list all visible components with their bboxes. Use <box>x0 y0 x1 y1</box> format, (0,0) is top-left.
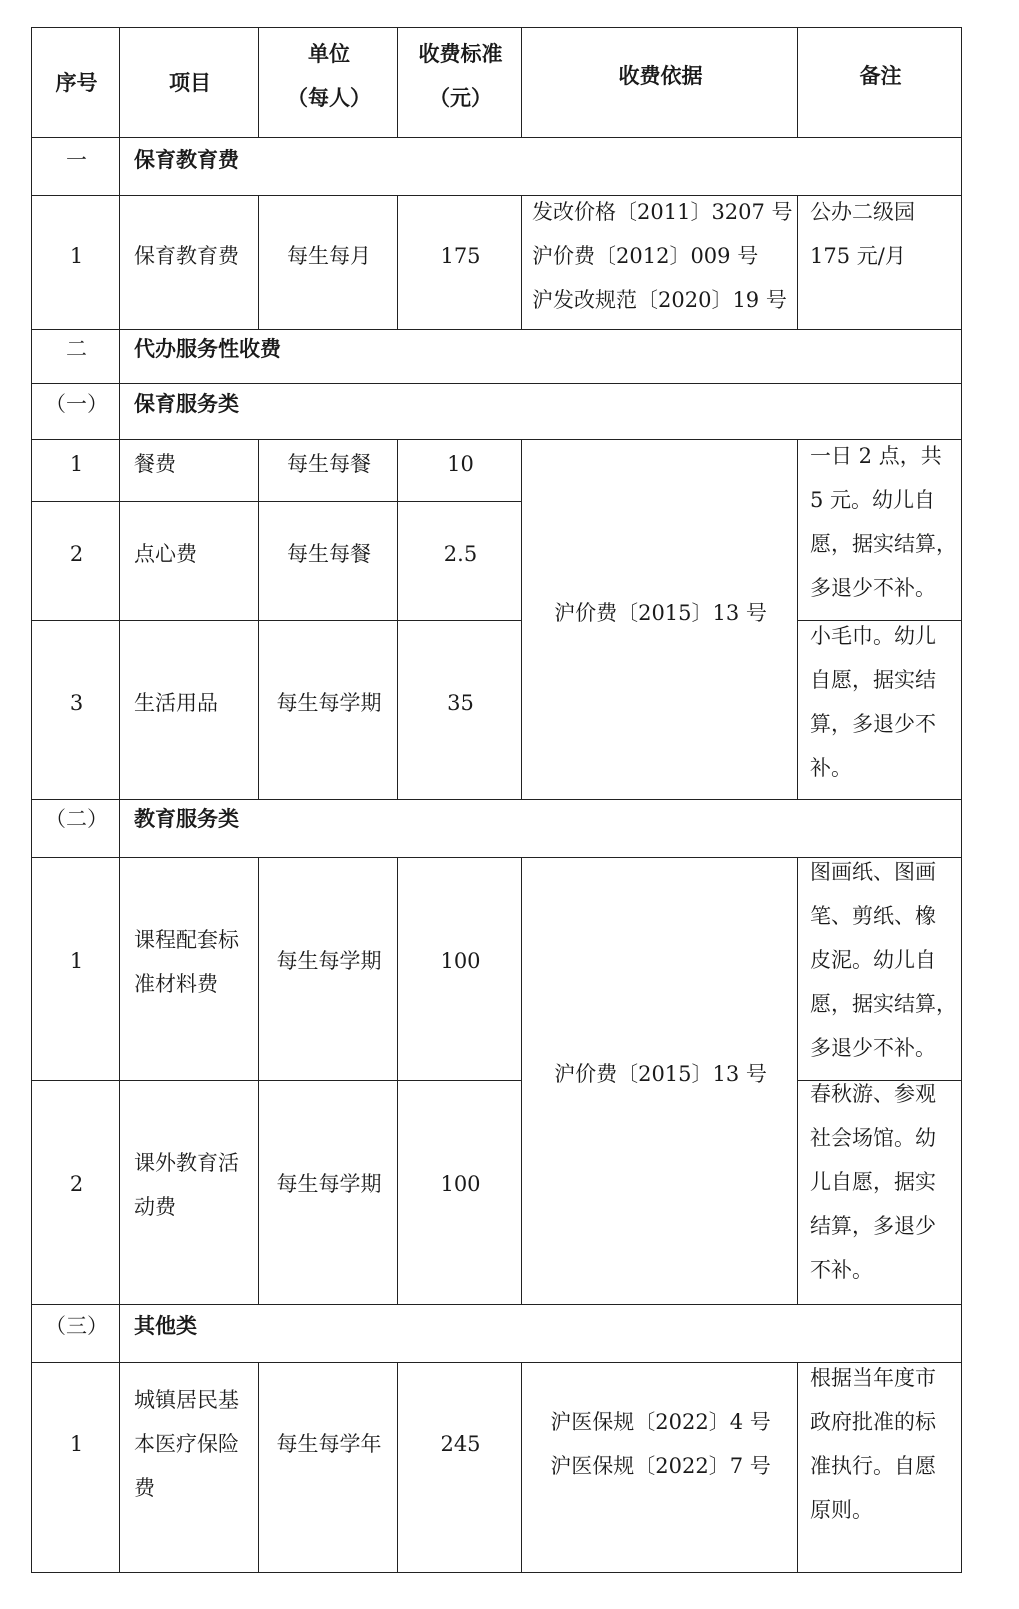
edu-note-a-line5: 多退少不补。 <box>810 1036 936 1060</box>
header-seq: 序号 <box>55 70 98 95</box>
other-row1-fee-cell <box>397 1362 522 1573</box>
header-unit-line2: （每人） <box>287 85 371 110</box>
care-row2-fee: 2.5 <box>443 542 478 566</box>
edu-row1-unit: 每生每学期 <box>276 949 382 973</box>
row1-basis-line3: 沪发改规范〔2020〕19 号 <box>532 288 787 312</box>
edu-row2-item-line1: 课外教育活 <box>134 1151 239 1175</box>
edu-note-a-line1: 图画纸、图画 <box>810 860 936 884</box>
other-row1-item-line1: 城镇居民基 <box>134 1388 239 1412</box>
edu-note-b-line1: 春秋游、参观 <box>810 1082 936 1106</box>
edu-row2-seq: 2 <box>69 1172 84 1196</box>
subsection-3-title-cell <box>119 1304 962 1363</box>
section-2-seq: 二 <box>66 337 87 361</box>
care-row1-fee: 10 <box>447 452 474 476</box>
edu-note-b-line3: 儿自愿，据实 <box>810 1170 936 1194</box>
care-row1-unit: 每生每餐 <box>287 452 371 476</box>
header-fee-line2: （元） <box>429 85 492 110</box>
header-unit-line1: 单位 <box>308 41 350 66</box>
subsection-1-title-cell <box>119 383 962 440</box>
other-row1-seq: 1 <box>69 1432 84 1456</box>
section-1-title-cell <box>119 137 962 196</box>
edu-row1-seq: 1 <box>69 949 84 973</box>
edu-row1-item-line2: 准材料费 <box>134 972 218 996</box>
edu-row2-item-line2: 动费 <box>134 1195 176 1219</box>
section-2-title: 代办服务性收费 <box>134 336 281 361</box>
care-basis: 沪价费〔2015〕13 号 <box>554 601 767 625</box>
care-row2-item: 点心费 <box>134 542 197 566</box>
row1-seq: 1 <box>69 244 84 268</box>
edu-row1-fee: 100 <box>440 949 481 973</box>
edu-row1-item-line1: 课程配套标 <box>134 928 239 952</box>
subsection-2-title: 教育服务类 <box>134 806 239 831</box>
other-row1-note-line2: 政府批准的标 <box>810 1410 936 1434</box>
row1-note-line2: 175 元/月 <box>810 244 906 268</box>
row1-basis-line1: 发改价格〔2011〕3207 号 <box>532 200 793 224</box>
care-note-a-line4: 多退少不补。 <box>810 576 936 600</box>
row1-item: 保育教育费 <box>134 244 239 268</box>
edu-row2-unit: 每生每学期 <box>276 1172 382 1196</box>
care-row2-unit: 每生每餐 <box>287 542 371 566</box>
section-1-title: 保育教育费 <box>134 147 239 172</box>
header-fee-line1: 收费标准 <box>418 41 503 66</box>
row1-fee: 175 <box>440 244 481 268</box>
care-row3-seq: 3 <box>69 691 84 715</box>
row1-note-line1: 公办二级园 <box>810 200 915 224</box>
other-row1-unit: 每生每学年 <box>276 1432 382 1456</box>
care-note-b-line3: 算，多退少不 <box>810 712 936 736</box>
care-note-b-line1: 小毛巾。幼儿 <box>810 624 936 648</box>
care-row3-unit: 每生每学期 <box>276 691 382 715</box>
other-row1-note-line1: 根据当年度市 <box>810 1366 936 1390</box>
care-row2-seq: 2 <box>69 542 84 566</box>
edu-basis: 沪价费〔2015〕13 号 <box>554 1062 767 1086</box>
subsection-2-seq: （二） <box>45 807 108 831</box>
other-row1-item-line2: 本医疗保险 <box>134 1432 239 1456</box>
other-row1-fee: 245 <box>440 1432 481 1456</box>
subsection-3-seq: （三） <box>45 1314 108 1338</box>
care-row1-item: 餐费 <box>134 452 176 476</box>
edu-note-b-line5: 不补。 <box>810 1258 873 1282</box>
edu-note-a-line2: 笔、剪纸、橡 <box>810 904 936 928</box>
header-note: 备注 <box>859 63 902 88</box>
other-row1-item-line3: 费 <box>134 1476 155 1500</box>
edu-note-b-line4: 结算，多退少 <box>810 1214 936 1238</box>
edu-row2-fee: 100 <box>440 1172 481 1196</box>
other-row1-basis-line1: 沪医保规〔2022〕4 号 <box>550 1410 771 1434</box>
subsection-3-title: 其他类 <box>134 1313 197 1338</box>
care-row1-seq: 1 <box>69 452 84 476</box>
header-item: 项目 <box>169 70 211 95</box>
care-row3-fee: 35 <box>447 691 474 715</box>
other-row1-note-line3: 准执行。自愿 <box>810 1454 936 1478</box>
care-row3-item: 生活用品 <box>134 691 218 715</box>
section-1-seq: 一 <box>66 148 87 172</box>
other-row1-basis-line2: 沪医保规〔2022〕7 号 <box>550 1454 771 1478</box>
other-row1-seq-cell <box>31 1362 120 1573</box>
other-row1-unit-cell <box>258 1362 398 1573</box>
row1-unit: 每生每月 <box>287 244 371 268</box>
subsection-1-title: 保育服务类 <box>134 391 239 416</box>
subsection-1-seq: （一） <box>45 392 108 416</box>
care-note-a-line2: 5 元。幼儿自 <box>810 488 936 512</box>
care-note-a-line1: 一日 2 点，共 <box>810 444 942 468</box>
edu-note-b-line2: 社会场馆。幼 <box>810 1126 936 1150</box>
row1-basis-line2: 沪价费〔2012〕009 号 <box>532 244 759 268</box>
fee-table <box>32 28 962 1574</box>
care-note-a-line3: 愿，据实结算， <box>810 532 957 556</box>
header-basis: 收费依据 <box>618 63 703 88</box>
edu-note-a-line3: 皮泥。幼儿自 <box>810 948 936 972</box>
care-note-b-line4: 补。 <box>810 756 852 780</box>
edu-note-a-line4: 愿，据实结算， <box>810 992 957 1016</box>
other-row1-note-line4: 原则。 <box>810 1498 873 1522</box>
care-note-b-line2: 自愿，据实结 <box>810 668 936 692</box>
